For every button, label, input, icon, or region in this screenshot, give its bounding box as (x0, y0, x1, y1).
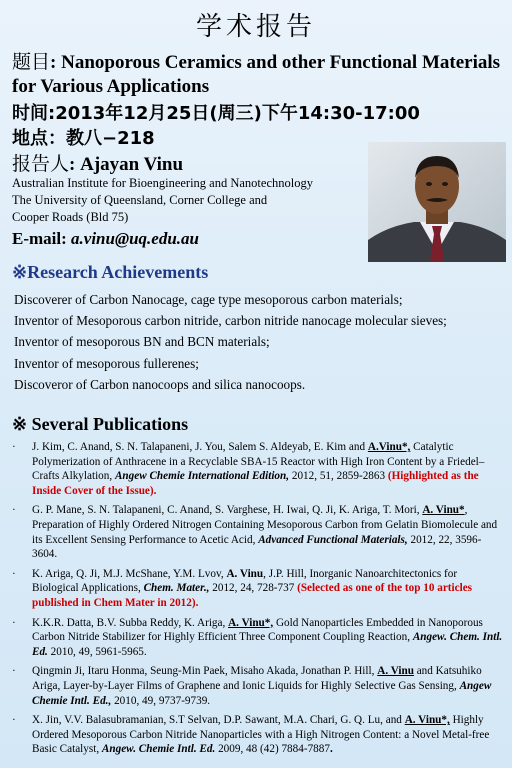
talk-place: 地点：教八−218 (12, 128, 155, 149)
pub-title: and Katsuhiko Ariga, Layer-by-Layer Films of Graphene and Ionic Liquids for Highly Selective Gas Sensing, (32, 665, 482, 692)
pub-citation: 2012, 24, 728-737 (209, 582, 298, 595)
pub-authors: Qingmin Ji, Itaru Honma, Seung-Min Paek, Misaho Akada, Jonathan P. Hill, (32, 665, 378, 678)
talk-topic (12, 50, 502, 99)
email-value[interactable]: a.vinu@uq.edu.au (71, 229, 200, 248)
pub-citation: 2009, 48 (42) 7884-7887 (215, 743, 330, 756)
pub-authors: G. P. Mane, S. N. Talapaneni, C. Anand, S. Varghese, H. Iwai, Q. Ji, K. Ariga, T. Mori, (32, 504, 423, 517)
pub-authors: J. Kim, C. Anand, S. N. Talapaneni, J. You, Salem S. Aldeyab, E. Kim and (32, 441, 368, 453)
affiliation-line: Australian Institute for Bioengineering and Nanotechnology (12, 176, 313, 190)
pub-citation: 2010, 49, 9737-9739. (111, 694, 211, 707)
speaker-email (12, 229, 199, 249)
topic-colon: : (50, 52, 62, 73)
publication-item (10, 440, 504, 498)
pub-highlight-author: A. Vinu (377, 665, 414, 678)
publication-item (10, 713, 504, 757)
pub-journal: Angew Chemie International Edition, (114, 470, 290, 483)
poster-title: 学术报告 (195, 12, 316, 42)
pub-highlight-author: A. Vinu*, (404, 714, 450, 727)
speaker-portrait-image (368, 142, 506, 262)
speaker (12, 149, 183, 176)
pub-title: Catalytic Polymerization of Anthracene in a Recyclable SBA-15 Reactor with High Iron Content by a Friedel–Crafts Alkylation, (32, 441, 485, 483)
publications-list (10, 440, 504, 762)
publication-item (10, 503, 504, 561)
pub-journal: Advanced Functional Materials, (258, 533, 408, 546)
bullet: · (12, 567, 16, 580)
topic-prefix: 题目 (12, 51, 51, 73)
pub-title: Gold Nanoparticles Embedded in Nanoporous Carbon Nitride Stabilizer for Highly Efficient Three Component Coupling Reaction, (32, 616, 483, 644)
bullet: · (12, 441, 16, 453)
affiliation-line: The University of Queensland, Corner College and (12, 193, 268, 207)
pub-highlight-author: A. Vinu*, (228, 616, 274, 629)
pub-citation: 2010, 49, 5961-5965. (47, 645, 147, 658)
pub-title: Highly Ordered Mesoporous Carbon Nitride Nanoparticles with a High Nitrogen Content: a Novel Metal-free Basic Catalyst, (32, 714, 490, 756)
pub-journal: Angew. Chemie Intl. Ed. (101, 743, 216, 756)
pub-note: (Highlighted as the Inside Cover of the Issue) (32, 470, 479, 497)
bullet: · (12, 504, 16, 517)
pub-end: . (329, 743, 333, 756)
list-item: Inventor of Mesoporous carbon nitride, carbon nitride nanocage molecular sieves; (14, 313, 447, 329)
pub-title: , J.P. Hill, Inorganic Nanoarchitectonics for Biological Applications, (32, 567, 458, 595)
pub-title: , Preparation of Highly Ordered Nitrogen Containing Mesoporous Carbon from Gelatin Biomolecule and its Excellent Sensing Performance to Acetic Acid, (32, 504, 498, 546)
speaker-affiliation (12, 175, 372, 226)
publication-item (10, 664, 504, 708)
speaker-name: : Ajayan Vinu (69, 154, 184, 175)
pub-end: . (195, 596, 199, 609)
pub-citation: 2012, 22, 3596-3604. (32, 533, 482, 561)
pub-note: (Selected as one of the top 10 articles published in Chem Mater in 2012) (32, 582, 473, 609)
pub-journal: Angew. Chem. Intl. Ed. (32, 631, 503, 658)
speaker-photo (368, 142, 506, 262)
pub-journal: Chem. Mater., (143, 582, 210, 595)
achievements-heading: ※Research Achievements (12, 262, 209, 282)
pub-citation: 2012, 51, 2859-2863 (289, 470, 388, 483)
pub-highlight-author: A. Vinu (226, 567, 264, 580)
pub-authors: X. Jin, V.V. Balasubramanian, S.T Selvan, D.P. Sawant, M.A. Chari, G. Q. Lu, and (32, 714, 405, 727)
affiliation-line: Cooper Roads (Bld 75) (12, 210, 129, 224)
bullet: · (12, 616, 16, 629)
pub-highlight-author: A. Vinu* (422, 504, 465, 517)
pub-end: . (153, 484, 157, 497)
pub-authors: K.K.R. Datta, B.V. Subba Reddy, K. Ariga, (32, 616, 229, 629)
list-item: Inventor of mesoporous fullerenes; (14, 355, 199, 371)
bullet: · (12, 714, 16, 727)
publication-item (10, 567, 504, 611)
talk-time: 时间:2013年12月25日(周三)下午14:30-17:00 (12, 103, 420, 124)
publication-item (10, 616, 504, 660)
pub-authors: K. Ariga, Q. Ji, M.J. McShane, Y.M. Lvov, (32, 567, 227, 580)
pub-journal: Angew Chemie Intl. Ed., (32, 679, 492, 707)
publications-heading: ※ Several Publications (12, 414, 189, 434)
list-item: Discoveror of Carbon nanocoops and silica nanocoops. (14, 376, 306, 392)
achievements-list (14, 289, 504, 395)
email-label: E-mail: (12, 229, 72, 248)
speaker-prefix: 报告人 (12, 153, 70, 175)
pub-highlight-author: A.Vinu*, (367, 441, 411, 453)
list-item: Inventor of mesoporous BN and BCN materials; (14, 334, 270, 350)
topic-title: Nanoporous Ceramics and other Functional Materials for Various Applications (12, 52, 501, 97)
bullet: · (12, 665, 16, 678)
list-item: Discoverer of Carbon Nanocage, cage type mesoporous carbon materials; (14, 292, 403, 307)
